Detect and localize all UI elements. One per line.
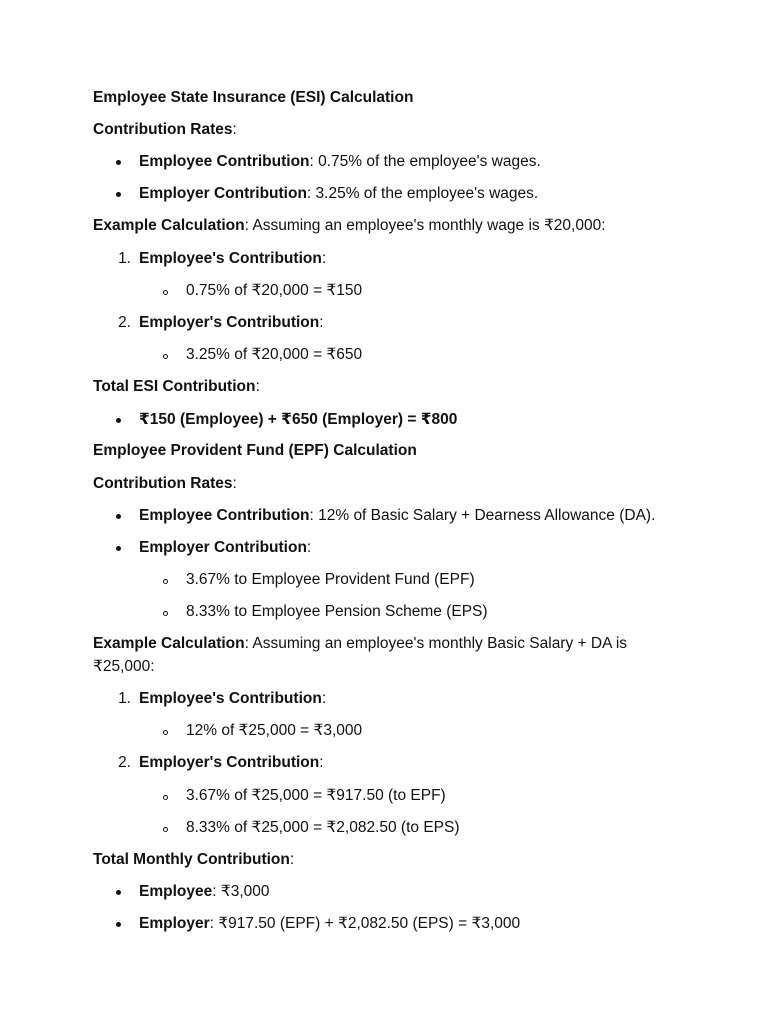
esi-step-detail: 3.25% of ₹20,000 = ₹650 — [186, 346, 363, 363]
step-number: 1. — [118, 250, 131, 267]
esi-total-label-line — [93, 377, 260, 397]
epf-rate-item — [139, 538, 311, 558]
epf-example — [93, 634, 627, 654]
colon: : — [319, 314, 324, 331]
circle-bullet-icon — [163, 827, 168, 832]
esi-step — [139, 249, 326, 269]
bullet-icon — [116, 192, 121, 197]
esi-step-label: Employer's Contribution — [139, 314, 320, 331]
circle-bullet-icon — [163, 354, 168, 359]
epf-step-detail: 12% of ₹25,000 = ₹3,000 — [186, 722, 363, 739]
colon: : — [321, 250, 327, 267]
epf-total-label: Total Monthly Contribution — [93, 851, 290, 868]
epf-step — [139, 753, 324, 773]
esi-example-text: : Assuming an employee's monthly wage is ₹20,000: — [244, 217, 606, 234]
bullet-icon — [116, 546, 121, 551]
epf-rate-item — [139, 506, 655, 526]
colon: : — [289, 851, 295, 868]
step-number: 2. — [118, 314, 131, 331]
epf-total-item — [139, 882, 270, 902]
bullet-icon — [116, 418, 121, 423]
epf-step-detail: 8.33% of ₹25,000 = ₹2,082.50 (to EPS) — [186, 819, 460, 836]
colon: : — [232, 121, 237, 138]
colon: : — [319, 754, 324, 771]
esi-rate-text: : 0.75% of the employee's wages. — [309, 153, 541, 170]
esi-step-detail: 0.75% of ₹20,000 = ₹150 — [186, 282, 363, 299]
step-number: 2. — [118, 754, 131, 771]
epf-rate-detail: 8.33% to Employee Pension Scheme (EPS) — [186, 603, 488, 620]
esi-example-label: Example Calculation — [93, 217, 245, 234]
epf-rate-detail: 3.67% to Employee Provident Fund (EPF) — [186, 571, 475, 588]
step-number: 1. — [118, 690, 131, 707]
esi-rate-text: : 3.25% of the employee's wages. — [306, 185, 539, 202]
esi-step-label: Employee's Contribution — [139, 250, 322, 267]
epf-example-label: Example Calculation — [93, 635, 245, 652]
epf-total-item-label: Employee — [139, 883, 213, 900]
esi-example — [93, 216, 606, 236]
epf-total-label-line — [93, 850, 294, 870]
epf-example-text: : Assuming an employee's monthly Basic Salary + DA is — [244, 635, 628, 652]
epf-rates-label: Contribution Rates — [93, 475, 233, 492]
epf-rate-text: : — [306, 539, 312, 556]
colon: : — [255, 378, 260, 395]
epf-step-detail: 3.67% of ₹25,000 = ₹917.50 (to EPF) — [186, 787, 446, 804]
epf-rate-text: : 12% of Basic Salary + Dearness Allowance (DA). — [309, 507, 656, 524]
esi-rates-label: Contribution Rates — [93, 121, 233, 138]
epf-heading: Employee Provident Fund (EPF) Calculation — [93, 442, 417, 459]
epf-step-label: Employee's Contribution — [139, 690, 322, 707]
circle-bullet-icon — [163, 795, 168, 800]
epf-rates-label-line — [93, 474, 237, 494]
bullet-icon — [116, 922, 121, 927]
esi-rate-item — [139, 152, 541, 172]
epf-step — [139, 689, 326, 709]
epf-total-item-label: Employer — [139, 915, 210, 932]
bullet-icon — [116, 514, 121, 519]
circle-bullet-icon — [163, 730, 168, 735]
epf-total-item — [139, 914, 520, 934]
bullet-icon — [116, 160, 121, 165]
epf-step-label: Employer's Contribution — [139, 754, 320, 771]
esi-total-value: ₹150 (Employee) + ₹650 (Employer) = ₹800 — [139, 411, 458, 428]
circle-bullet-icon — [163, 290, 168, 295]
circle-bullet-icon — [163, 579, 168, 584]
esi-rate-label: Employer Contribution — [139, 185, 307, 202]
colon: : — [321, 690, 327, 707]
epf-example-cont: ₹25,000: — [93, 658, 155, 675]
esi-heading: Employee State Insurance (ESI) Calculation — [93, 89, 414, 106]
epf-total-item-text: : ₹3,000 — [212, 883, 270, 900]
esi-rate-label: Employee Contribution — [139, 153, 310, 170]
esi-step — [139, 313, 324, 333]
epf-rate-label: Employee Contribution — [139, 507, 310, 524]
epf-total-item-text: : ₹917.50 (EPF) + ₹2,082.50 (EPS) = ₹3,000 — [209, 915, 521, 932]
esi-rate-item — [139, 184, 538, 204]
colon: : — [232, 475, 237, 492]
esi-rates-label-line — [93, 120, 237, 140]
bullet-icon — [116, 890, 121, 895]
circle-bullet-icon — [163, 611, 168, 616]
esi-total-label: Total ESI Contribution — [93, 378, 256, 395]
epf-rate-label: Employer Contribution — [139, 539, 307, 556]
